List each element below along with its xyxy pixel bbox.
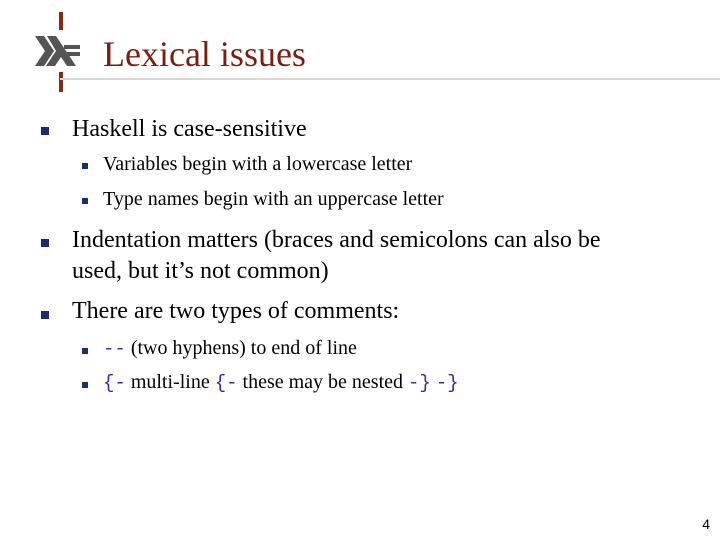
title-divider: [60, 76, 720, 82]
bullet-text: Indentation matters (braces and semicolons can also be: [72, 227, 601, 253]
sub-bullet-marker: [82, 348, 88, 354]
block-comment-close: -}: [435, 372, 459, 394]
line-comment-text: [103, 337, 357, 360]
sub-bullet-text: Type names begin with an uppercase letter: [103, 188, 444, 210]
bullet-marker: [41, 239, 49, 247]
block-comment-open: {-: [103, 372, 126, 394]
sub-bullet-marker: [82, 382, 88, 388]
sub-bullet-marker: [82, 198, 88, 204]
page-title: Lexical issues: [103, 34, 306, 74]
bullet-text-continued: used, but it’s not common): [72, 258, 329, 284]
block-comment-desc-2: these may be nested: [237, 371, 409, 393]
bullet-text: There are two types of comments:: [72, 298, 400, 324]
bullet-text: Haskell is case-sensitive: [72, 116, 307, 142]
sub-bullet-text: Variables begin with a lowercase letter: [103, 153, 413, 175]
haskell-logo-icon: [0, 0, 100, 100]
block-comment-text: [103, 371, 459, 394]
bullet-marker: [41, 127, 49, 135]
block-comment-desc-1: multi-line: [125, 371, 215, 393]
line-comment-marker: --: [103, 338, 126, 360]
block-comment-close-nested: -}: [408, 372, 431, 394]
block-comment-open-nested: {-: [214, 372, 238, 394]
line-comment-description: (two hyphens) to end of line: [125, 337, 357, 359]
sub-bullet-marker: [82, 163, 88, 169]
bullet-marker: [41, 311, 49, 319]
page-number: 4: [702, 516, 710, 532]
